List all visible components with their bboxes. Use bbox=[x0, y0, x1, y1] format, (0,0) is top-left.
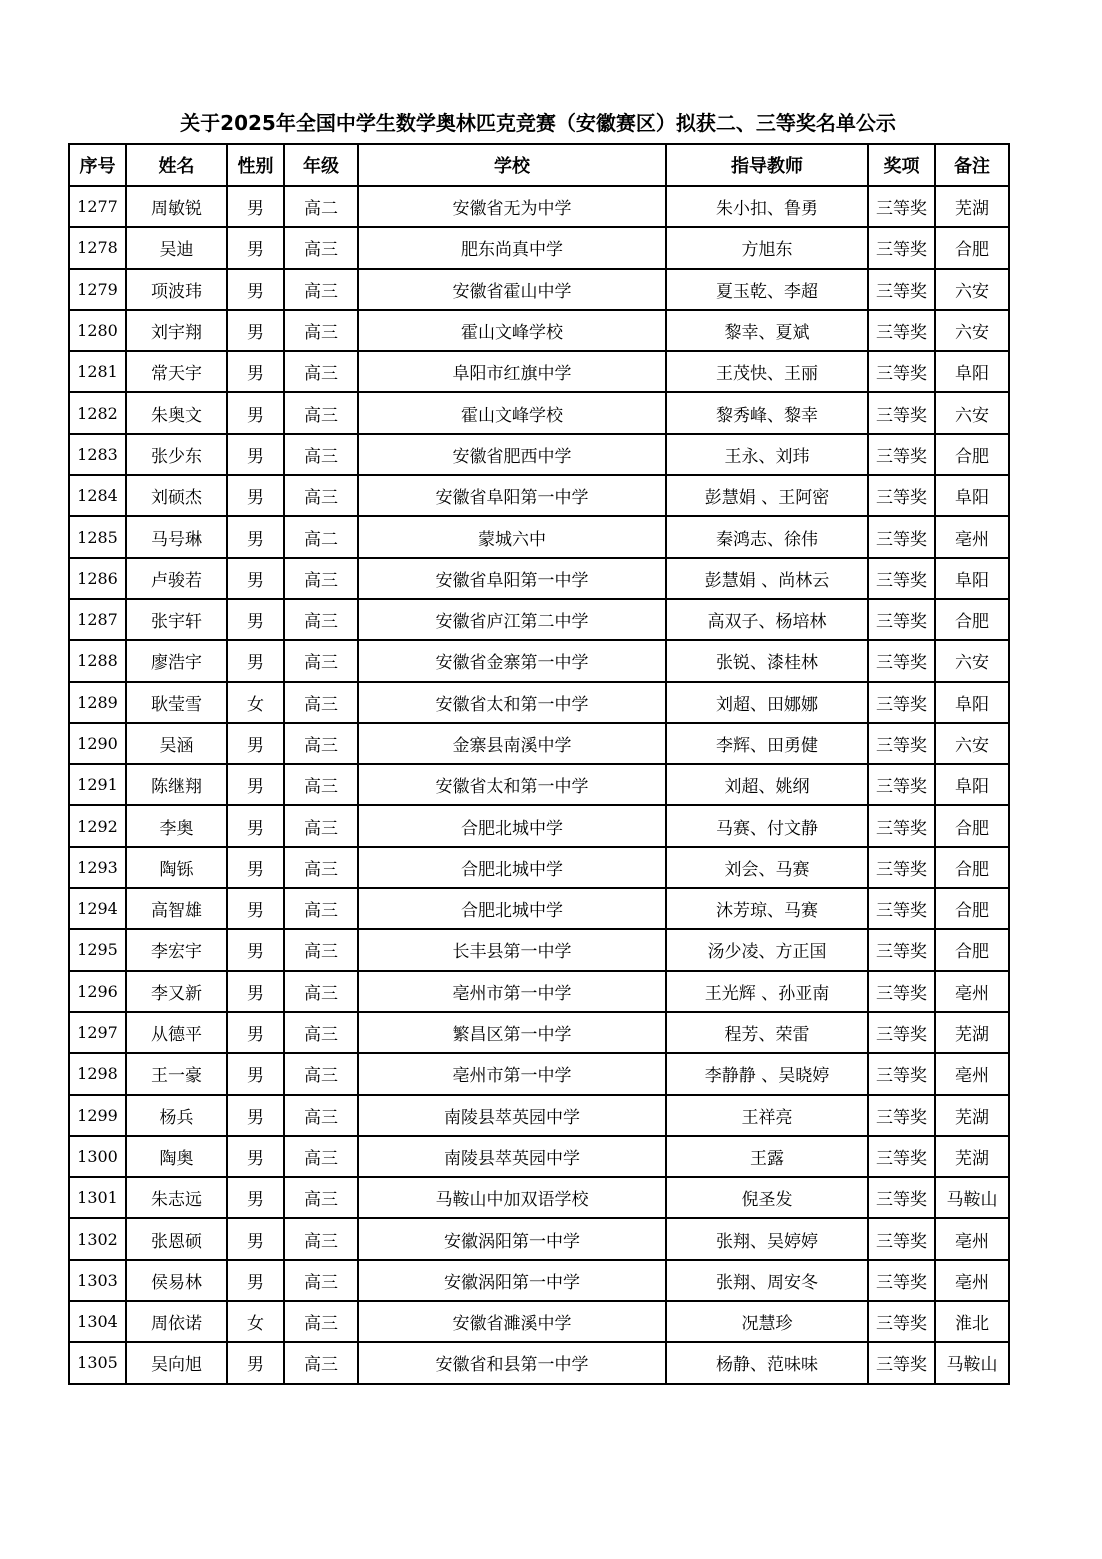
cell-name: 李又新 bbox=[126, 971, 227, 1012]
cell-remark: 亳州 bbox=[935, 971, 1009, 1012]
cell-award: 三等奖 bbox=[868, 640, 935, 681]
cell-gender: 男 bbox=[227, 1012, 284, 1053]
cell-grade: 高三 bbox=[284, 310, 358, 351]
cell-name: 张少东 bbox=[126, 434, 227, 475]
cell-gender: 男 bbox=[227, 764, 284, 805]
cell-grade: 高三 bbox=[284, 392, 358, 433]
cell-remark: 亳州 bbox=[935, 1260, 1009, 1301]
cell-gender: 男 bbox=[227, 805, 284, 846]
cell-teacher: 黎秀峰、黎幸 bbox=[666, 392, 868, 433]
cell-grade: 高三 bbox=[284, 1177, 358, 1218]
cell-teacher: 刘会、马赛 bbox=[666, 847, 868, 888]
cell-award: 三等奖 bbox=[868, 723, 935, 764]
cell-award: 三等奖 bbox=[868, 929, 935, 970]
cell-school: 霍山文峰学校 bbox=[358, 392, 666, 433]
cell-award: 三等奖 bbox=[868, 392, 935, 433]
cell-teacher: 马赛、付文静 bbox=[666, 805, 868, 846]
cell-award: 三等奖 bbox=[868, 888, 935, 929]
cell-school: 繁昌区第一中学 bbox=[358, 1012, 666, 1053]
cell-grade: 高三 bbox=[284, 1012, 358, 1053]
table-row bbox=[69, 640, 1009, 681]
table-row bbox=[69, 682, 1009, 723]
table-row bbox=[69, 1260, 1009, 1301]
cell-name: 吴迪 bbox=[126, 227, 227, 268]
cell-school: 合肥北城中学 bbox=[358, 888, 666, 929]
cell-gender: 男 bbox=[227, 640, 284, 681]
cell-school: 安徽涡阳第一中学 bbox=[358, 1218, 666, 1259]
table-header-row bbox=[69, 144, 1009, 186]
cell-award: 三等奖 bbox=[868, 1218, 935, 1259]
cell-serial: 1283 bbox=[69, 434, 126, 475]
cell-serial: 1293 bbox=[69, 847, 126, 888]
table-row bbox=[69, 888, 1009, 929]
cell-serial: 1278 bbox=[69, 227, 126, 268]
award-table bbox=[68, 143, 1010, 1385]
cell-serial: 1291 bbox=[69, 764, 126, 805]
cell-name: 刘硕杰 bbox=[126, 475, 227, 516]
table-row bbox=[69, 1136, 1009, 1177]
cell-remark: 合肥 bbox=[935, 805, 1009, 846]
cell-remark: 阜阳 bbox=[935, 764, 1009, 805]
cell-grade: 高三 bbox=[284, 1095, 358, 1136]
cell-teacher: 王祥亮 bbox=[666, 1095, 868, 1136]
cell-award: 三等奖 bbox=[868, 269, 935, 310]
table-row bbox=[69, 269, 1009, 310]
cell-grade: 高三 bbox=[284, 1301, 358, 1342]
cell-teacher: 张翔、周安冬 bbox=[666, 1260, 868, 1301]
cell-serial: 1288 bbox=[69, 640, 126, 681]
cell-gender: 男 bbox=[227, 847, 284, 888]
cell-remark: 亳州 bbox=[935, 516, 1009, 557]
cell-grade: 高三 bbox=[284, 805, 358, 846]
table-row bbox=[69, 599, 1009, 640]
cell-grade: 高三 bbox=[284, 1218, 358, 1259]
cell-name: 张宇轩 bbox=[126, 599, 227, 640]
cell-award: 三等奖 bbox=[868, 1053, 935, 1094]
cell-remark: 六安 bbox=[935, 310, 1009, 351]
cell-remark: 芜湖 bbox=[935, 1136, 1009, 1177]
cell-teacher: 杨静、范味味 bbox=[666, 1342, 868, 1383]
cell-school: 阜阳市红旗中学 bbox=[358, 351, 666, 392]
cell-name: 吴向旭 bbox=[126, 1342, 227, 1383]
cell-gender: 男 bbox=[227, 888, 284, 929]
cell-name: 卢骏若 bbox=[126, 558, 227, 599]
cell-remark: 合肥 bbox=[935, 929, 1009, 970]
cell-grade: 高三 bbox=[284, 599, 358, 640]
cell-remark: 芜湖 bbox=[935, 186, 1009, 227]
cell-teacher: 秦鸿志、徐伟 bbox=[666, 516, 868, 557]
cell-grade: 高三 bbox=[284, 929, 358, 970]
cell-name: 陶铄 bbox=[126, 847, 227, 888]
table-row bbox=[69, 1095, 1009, 1136]
cell-award: 三等奖 bbox=[868, 1301, 935, 1342]
cell-serial: 1304 bbox=[69, 1301, 126, 1342]
cell-teacher: 王永、刘玮 bbox=[666, 434, 868, 475]
cell-remark: 合肥 bbox=[935, 599, 1009, 640]
cell-gender: 男 bbox=[227, 434, 284, 475]
table-row bbox=[69, 351, 1009, 392]
cell-name: 项波玮 bbox=[126, 269, 227, 310]
cell-serial: 1281 bbox=[69, 351, 126, 392]
cell-school: 安徽省濉溪中学 bbox=[358, 1301, 666, 1342]
table-row bbox=[69, 558, 1009, 599]
cell-name: 从德平 bbox=[126, 1012, 227, 1053]
cell-school: 南陵县萃英园中学 bbox=[358, 1136, 666, 1177]
cell-teacher: 况慧珍 bbox=[666, 1301, 868, 1342]
cell-teacher: 倪圣发 bbox=[666, 1177, 868, 1218]
cell-name: 李奥 bbox=[126, 805, 227, 846]
table-row bbox=[69, 434, 1009, 475]
cell-teacher: 黎幸、夏斌 bbox=[666, 310, 868, 351]
cell-award: 三等奖 bbox=[868, 310, 935, 351]
header-award: 奖项 bbox=[868, 144, 935, 186]
cell-remark: 六安 bbox=[935, 640, 1009, 681]
cell-name: 周敏锐 bbox=[126, 186, 227, 227]
cell-gender: 男 bbox=[227, 1177, 284, 1218]
cell-serial: 1286 bbox=[69, 558, 126, 599]
cell-school: 合肥北城中学 bbox=[358, 847, 666, 888]
cell-gender: 男 bbox=[227, 558, 284, 599]
cell-school: 安徽省肥西中学 bbox=[358, 434, 666, 475]
cell-award: 三等奖 bbox=[868, 1095, 935, 1136]
cell-name: 耿莹雪 bbox=[126, 682, 227, 723]
cell-school: 安徽省霍山中学 bbox=[358, 269, 666, 310]
cell-gender: 男 bbox=[227, 392, 284, 433]
cell-award: 三等奖 bbox=[868, 434, 935, 475]
table-row bbox=[69, 1301, 1009, 1342]
header-school: 学校 bbox=[358, 144, 666, 186]
cell-award: 三等奖 bbox=[868, 1177, 935, 1218]
cell-school: 安徽省太和第一中学 bbox=[358, 764, 666, 805]
cell-grade: 高三 bbox=[284, 640, 358, 681]
cell-grade: 高三 bbox=[284, 1136, 358, 1177]
table-row bbox=[69, 805, 1009, 846]
cell-serial: 1277 bbox=[69, 186, 126, 227]
cell-school: 安徽省无为中学 bbox=[358, 186, 666, 227]
cell-serial: 1298 bbox=[69, 1053, 126, 1094]
cell-teacher: 王露 bbox=[666, 1136, 868, 1177]
cell-name: 朱志远 bbox=[126, 1177, 227, 1218]
cell-name: 张恩硕 bbox=[126, 1218, 227, 1259]
table-row bbox=[69, 1012, 1009, 1053]
cell-grade: 高三 bbox=[284, 888, 358, 929]
cell-name: 高智雄 bbox=[126, 888, 227, 929]
table-row bbox=[69, 929, 1009, 970]
cell-serial: 1287 bbox=[69, 599, 126, 640]
cell-serial: 1300 bbox=[69, 1136, 126, 1177]
cell-gender: 男 bbox=[227, 351, 284, 392]
cell-gender: 男 bbox=[227, 1053, 284, 1094]
cell-teacher: 汤少凌、方正国 bbox=[666, 929, 868, 970]
cell-grade: 高二 bbox=[284, 516, 358, 557]
cell-remark: 亳州 bbox=[935, 1053, 1009, 1094]
document-title: 关于2025年全国中学生数学奥林匹克竞赛（安徽赛区）拟获二、三等奖名单公示 bbox=[180, 111, 896, 135]
cell-gender: 男 bbox=[227, 599, 284, 640]
table-row bbox=[69, 516, 1009, 557]
cell-teacher: 张翔、吴婷婷 bbox=[666, 1218, 868, 1259]
cell-school: 安徽省阜阳第一中学 bbox=[358, 475, 666, 516]
cell-name: 朱奥文 bbox=[126, 392, 227, 433]
cell-gender: 男 bbox=[227, 929, 284, 970]
cell-school: 蒙城六中 bbox=[358, 516, 666, 557]
cell-remark: 阜阳 bbox=[935, 558, 1009, 599]
cell-remark: 淮北 bbox=[935, 1301, 1009, 1342]
cell-serial: 1279 bbox=[69, 269, 126, 310]
cell-name: 侯易林 bbox=[126, 1260, 227, 1301]
cell-gender: 男 bbox=[227, 1095, 284, 1136]
cell-name: 常天宇 bbox=[126, 351, 227, 392]
cell-name: 李宏宇 bbox=[126, 929, 227, 970]
cell-teacher: 夏玉乾、李超 bbox=[666, 269, 868, 310]
cell-serial: 1292 bbox=[69, 805, 126, 846]
cell-serial: 1302 bbox=[69, 1218, 126, 1259]
cell-award: 三等奖 bbox=[868, 805, 935, 846]
cell-remark: 阜阳 bbox=[935, 475, 1009, 516]
cell-award: 三等奖 bbox=[868, 971, 935, 1012]
cell-name: 刘宇翔 bbox=[126, 310, 227, 351]
cell-gender: 男 bbox=[227, 971, 284, 1012]
cell-serial: 1303 bbox=[69, 1260, 126, 1301]
cell-remark: 六安 bbox=[935, 723, 1009, 764]
table-row bbox=[69, 227, 1009, 268]
cell-remark: 合肥 bbox=[935, 847, 1009, 888]
cell-serial: 1299 bbox=[69, 1095, 126, 1136]
cell-teacher: 沐芳琼、马赛 bbox=[666, 888, 868, 929]
cell-teacher: 高双子、杨培林 bbox=[666, 599, 868, 640]
cell-serial: 1280 bbox=[69, 310, 126, 351]
cell-grade: 高三 bbox=[284, 971, 358, 1012]
cell-teacher: 程芳、荣雷 bbox=[666, 1012, 868, 1053]
cell-gender: 男 bbox=[227, 475, 284, 516]
cell-award: 三等奖 bbox=[868, 186, 935, 227]
table-row bbox=[69, 971, 1009, 1012]
cell-teacher: 彭慧娟 、尚林云 bbox=[666, 558, 868, 599]
cell-remark: 六安 bbox=[935, 269, 1009, 310]
header-remark: 备注 bbox=[935, 144, 1009, 186]
cell-serial: 1285 bbox=[69, 516, 126, 557]
cell-gender: 男 bbox=[227, 1136, 284, 1177]
cell-grade: 高三 bbox=[284, 723, 358, 764]
table-row bbox=[69, 475, 1009, 516]
cell-teacher: 王茂快、王丽 bbox=[666, 351, 868, 392]
cell-serial: 1289 bbox=[69, 682, 126, 723]
cell-grade: 高二 bbox=[284, 186, 358, 227]
cell-grade: 高三 bbox=[284, 764, 358, 805]
cell-award: 三等奖 bbox=[868, 516, 935, 557]
cell-teacher: 张锐、漆桂林 bbox=[666, 640, 868, 681]
cell-name: 廖浩宇 bbox=[126, 640, 227, 681]
cell-grade: 高三 bbox=[284, 269, 358, 310]
cell-serial: 1290 bbox=[69, 723, 126, 764]
table-row bbox=[69, 1053, 1009, 1094]
cell-serial: 1294 bbox=[69, 888, 126, 929]
table-row bbox=[69, 1342, 1009, 1383]
cell-serial: 1284 bbox=[69, 475, 126, 516]
cell-school: 长丰县第一中学 bbox=[358, 929, 666, 970]
cell-name: 杨兵 bbox=[126, 1095, 227, 1136]
cell-gender: 女 bbox=[227, 682, 284, 723]
cell-name: 周依诺 bbox=[126, 1301, 227, 1342]
cell-teacher: 朱小扣、鲁勇 bbox=[666, 186, 868, 227]
cell-award: 三等奖 bbox=[868, 351, 935, 392]
cell-name: 陈继翔 bbox=[126, 764, 227, 805]
cell-award: 三等奖 bbox=[868, 558, 935, 599]
cell-gender: 男 bbox=[227, 310, 284, 351]
cell-teacher: 方旭东 bbox=[666, 227, 868, 268]
cell-serial: 1295 bbox=[69, 929, 126, 970]
cell-teacher: 彭慧娟 、王阿密 bbox=[666, 475, 868, 516]
cell-grade: 高三 bbox=[284, 227, 358, 268]
cell-school: 马鞍山中加双语学校 bbox=[358, 1177, 666, 1218]
cell-award: 三等奖 bbox=[868, 764, 935, 805]
cell-grade: 高三 bbox=[284, 351, 358, 392]
cell-grade: 高三 bbox=[284, 475, 358, 516]
cell-gender: 男 bbox=[227, 269, 284, 310]
cell-serial: 1301 bbox=[69, 1177, 126, 1218]
cell-gender: 男 bbox=[227, 1218, 284, 1259]
cell-name: 马号琳 bbox=[126, 516, 227, 557]
table-row bbox=[69, 186, 1009, 227]
cell-remark: 合肥 bbox=[935, 434, 1009, 475]
cell-remark: 合肥 bbox=[935, 227, 1009, 268]
cell-award: 三等奖 bbox=[868, 847, 935, 888]
table-row bbox=[69, 310, 1009, 351]
cell-school: 安徽省和县第一中学 bbox=[358, 1342, 666, 1383]
cell-remark: 亳州 bbox=[935, 1218, 1009, 1259]
cell-school: 合肥北城中学 bbox=[358, 805, 666, 846]
cell-serial: 1305 bbox=[69, 1342, 126, 1383]
cell-remark: 阜阳 bbox=[935, 351, 1009, 392]
cell-teacher: 刘超、姚纲 bbox=[666, 764, 868, 805]
cell-gender: 男 bbox=[227, 723, 284, 764]
cell-remark: 芜湖 bbox=[935, 1095, 1009, 1136]
cell-remark: 合肥 bbox=[935, 888, 1009, 929]
cell-teacher: 王光辉 、孙亚南 bbox=[666, 971, 868, 1012]
cell-school: 南陵县萃英园中学 bbox=[358, 1095, 666, 1136]
cell-grade: 高三 bbox=[284, 1342, 358, 1383]
cell-serial: 1296 bbox=[69, 971, 126, 1012]
table-row bbox=[69, 847, 1009, 888]
cell-remark: 马鞍山 bbox=[935, 1177, 1009, 1218]
cell-gender: 女 bbox=[227, 1301, 284, 1342]
cell-gender: 男 bbox=[227, 1260, 284, 1301]
table-row bbox=[69, 723, 1009, 764]
cell-award: 三等奖 bbox=[868, 1136, 935, 1177]
cell-award: 三等奖 bbox=[868, 227, 935, 268]
cell-school: 安徽省太和第一中学 bbox=[358, 682, 666, 723]
cell-remark: 马鞍山 bbox=[935, 1342, 1009, 1383]
cell-school: 肥东尚真中学 bbox=[358, 227, 666, 268]
cell-award: 三等奖 bbox=[868, 682, 935, 723]
header-teacher: 指导教师 bbox=[666, 144, 868, 186]
table-row bbox=[69, 392, 1009, 433]
cell-school: 亳州市第一中学 bbox=[358, 971, 666, 1012]
cell-remark: 阜阳 bbox=[935, 682, 1009, 723]
cell-grade: 高三 bbox=[284, 847, 358, 888]
cell-school: 霍山文峰学校 bbox=[358, 310, 666, 351]
table-row bbox=[69, 1218, 1009, 1259]
cell-award: 三等奖 bbox=[868, 475, 935, 516]
cell-school: 金寨县南溪中学 bbox=[358, 723, 666, 764]
cell-grade: 高三 bbox=[284, 434, 358, 475]
table-row bbox=[69, 1177, 1009, 1218]
header-name: 姓名 bbox=[126, 144, 227, 186]
cell-gender: 男 bbox=[227, 186, 284, 227]
cell-award: 三等奖 bbox=[868, 599, 935, 640]
cell-award: 三等奖 bbox=[868, 1260, 935, 1301]
cell-remark: 六安 bbox=[935, 392, 1009, 433]
cell-serial: 1282 bbox=[69, 392, 126, 433]
cell-school: 安徽涡阳第一中学 bbox=[358, 1260, 666, 1301]
cell-award: 三等奖 bbox=[868, 1342, 935, 1383]
header-grade: 年级 bbox=[284, 144, 358, 186]
cell-serial: 1297 bbox=[69, 1012, 126, 1053]
cell-school: 安徽省阜阳第一中学 bbox=[358, 558, 666, 599]
cell-name: 陶奥 bbox=[126, 1136, 227, 1177]
cell-name: 吴涵 bbox=[126, 723, 227, 764]
cell-school: 亳州市第一中学 bbox=[358, 1053, 666, 1094]
cell-grade: 高三 bbox=[284, 1053, 358, 1094]
cell-school: 安徽省庐江第二中学 bbox=[358, 599, 666, 640]
header-serial: 序号 bbox=[69, 144, 126, 186]
table-row bbox=[69, 764, 1009, 805]
cell-grade: 高三 bbox=[284, 558, 358, 599]
cell-award: 三等奖 bbox=[868, 1012, 935, 1053]
cell-remark: 芜湖 bbox=[935, 1012, 1009, 1053]
header-gender: 性别 bbox=[227, 144, 284, 186]
cell-teacher: 刘超、田娜娜 bbox=[666, 682, 868, 723]
cell-gender: 男 bbox=[227, 227, 284, 268]
cell-school: 安徽省金寨第一中学 bbox=[358, 640, 666, 681]
cell-gender: 男 bbox=[227, 516, 284, 557]
cell-name: 王一豪 bbox=[126, 1053, 227, 1094]
table-body bbox=[69, 186, 1009, 1384]
cell-teacher: 李静静 、吴晓婷 bbox=[666, 1053, 868, 1094]
cell-gender: 男 bbox=[227, 1342, 284, 1383]
cell-grade: 高三 bbox=[284, 1260, 358, 1301]
cell-teacher: 李辉、田勇健 bbox=[666, 723, 868, 764]
cell-grade: 高三 bbox=[284, 682, 358, 723]
